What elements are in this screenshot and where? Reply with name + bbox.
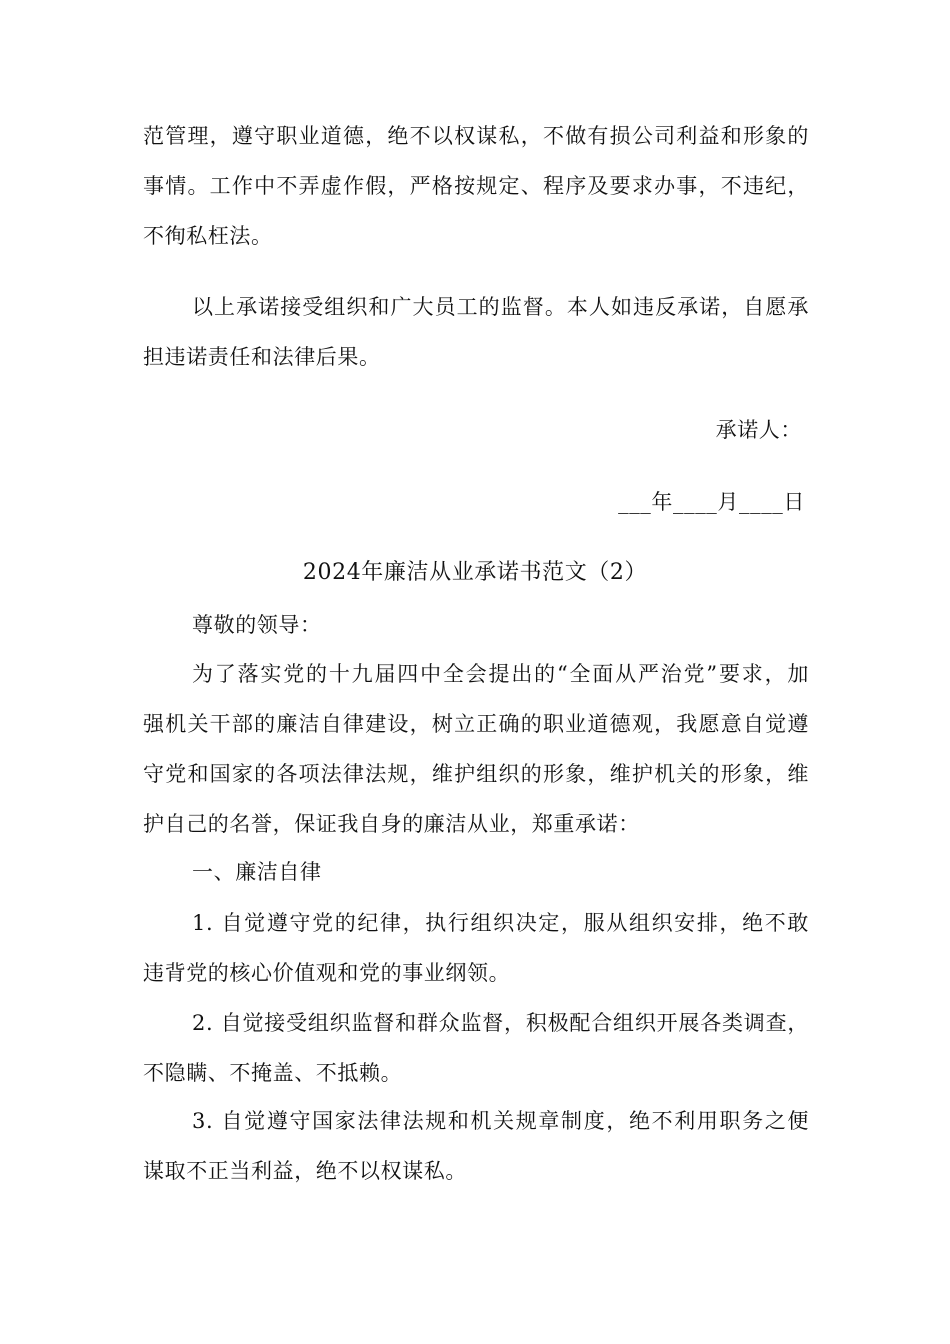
intro-line-3: 守党和国家的各项法律法规，维护组织的形象，维护机关的形象，维 xyxy=(143,762,809,786)
section-title: 2024年廉洁从业承诺书范文（2） xyxy=(302,560,648,585)
para1-line-2: 事情。工作中不弄虚作假，严格按规定、程序及要求办事，不违纪， xyxy=(143,174,809,198)
salutation: 尊敬的领导： xyxy=(192,613,322,637)
item2-line-2: 不隐瞒、不掩盖、不抵赖。 xyxy=(143,1061,403,1085)
intro-line-1: 为了落实党的十九届四中全会提出的“全面从严治党”要求，加 xyxy=(192,662,809,686)
heading-integrity: 一、廉洁自律 xyxy=(192,860,322,884)
signature-date: ___年____月____日 xyxy=(618,490,805,514)
item1-line-2: 违背党的核心价值观和党的事业纲领。 xyxy=(143,961,511,985)
intro-line-2: 强机关干部的廉洁自律建设，树立正确的职业道德观，我愿意自觉遵 xyxy=(143,712,809,736)
item2-line-1: 2. 自觉接受组织监督和群众监督，积极配合组织开展各类调查， xyxy=(192,1011,809,1035)
item1-line-1: 1. 自觉遵守党的纪律，执行组织决定，服从组织安排，绝不敢 xyxy=(192,911,809,935)
para2-line-2: 担违诺责任和法律后果。 xyxy=(143,345,381,369)
intro-line-4: 护自己的名誉，保证我自身的廉洁从业，郑重承诺： xyxy=(143,812,640,836)
item3-line-2: 谋取不正当利益，绝不以权谋私。 xyxy=(143,1159,467,1183)
signatory-label: 承诺人： xyxy=(715,418,802,442)
para1-line-1: 范管理，遵守职业道德，绝不以权谋私，不做有损公司利益和形象的 xyxy=(143,124,809,148)
para1-line-3: 不徇私枉法。 xyxy=(143,224,273,248)
para2-line-1: 以上承诺接受组织和广大员工的监督。本人如违反承诺，自愿承 xyxy=(192,295,809,319)
item3-line-1: 3. 自觉遵守国家法律法规和机关规章制度，绝不利用职务之便 xyxy=(192,1109,809,1133)
